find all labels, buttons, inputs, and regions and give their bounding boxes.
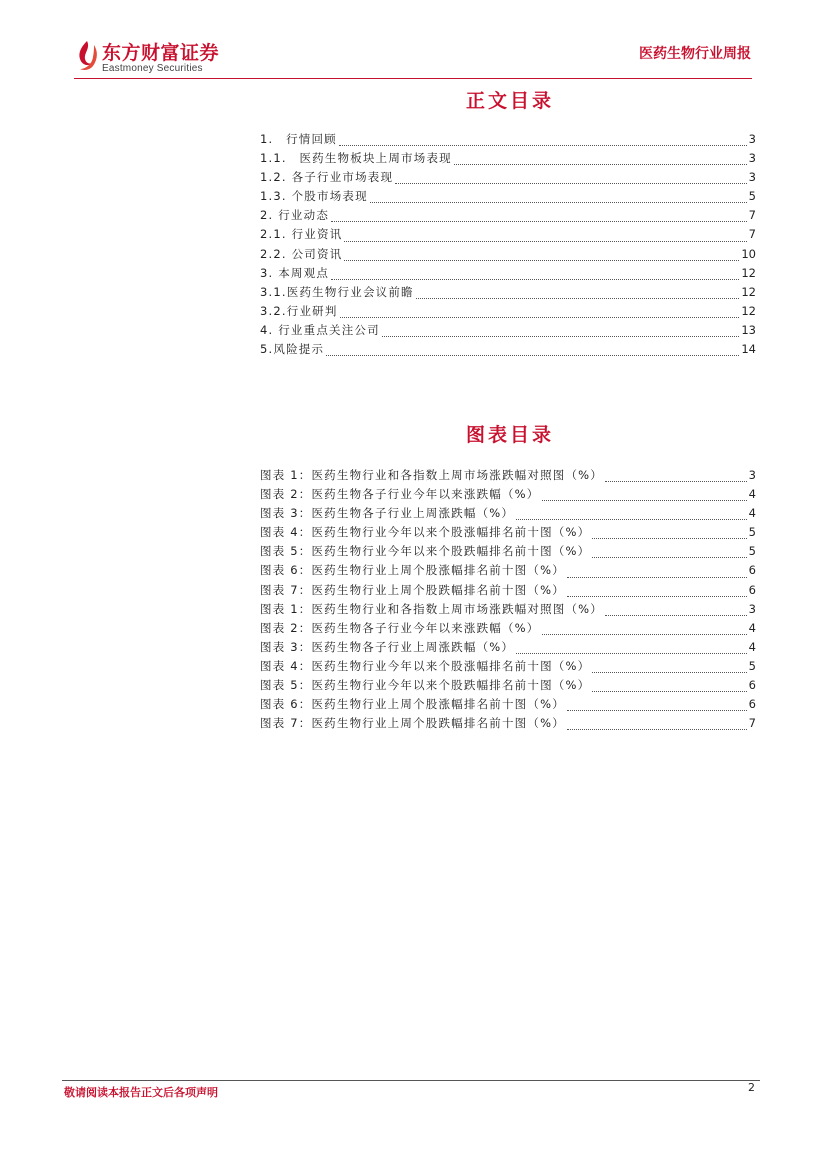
dot-leader: [382, 335, 740, 337]
figure-entry[interactable]: [260, 582, 756, 601]
toc-entry-label: 2.2. 公司资讯: [260, 246, 343, 261]
figure-entry-label: 图表 1：医药生物行业和各指数上周市场涨跌幅对照图（%）: [260, 468, 603, 482]
dot-leader: [326, 354, 739, 356]
toc-entry[interactable]: [260, 188, 756, 207]
figures-title: 图表目录: [465, 424, 554, 446]
figure-entry[interactable]: [260, 658, 756, 677]
figure-entry-label: 图表 7：医药生物行业上周个股跌幅排名前十图（%）: [260, 716, 565, 731]
footer-divider: [62, 1080, 760, 1081]
toc-entry[interactable]: [260, 246, 756, 265]
header-divider: [74, 78, 752, 79]
toc-entry-label: 1.1. 医药生物板块上周市场表现: [260, 151, 452, 166]
dot-leader: [344, 259, 739, 261]
dot-leader: [567, 576, 747, 578]
dot-leader: [592, 690, 746, 692]
toc-entry[interactable]: [260, 303, 756, 322]
toc-entry[interactable]: [260, 207, 756, 226]
dot-leader: [416, 297, 740, 299]
company-logo: [74, 38, 244, 78]
figure-entry-page: 3: [748, 601, 756, 616]
figure-entry-label: 图表 2：医药生物各子行业今年以来涨跌幅（%）: [260, 620, 540, 635]
figure-entry-page: 3: [748, 468, 756, 482]
toc-entry-label: 3.1.医药生物行业会议前瞻: [260, 284, 414, 299]
figure-entry-page: 6: [748, 582, 756, 597]
dot-leader: [344, 240, 746, 242]
toc-entry[interactable]: [260, 226, 756, 245]
toc-entry-page: 7: [748, 227, 756, 242]
dot-leader: [516, 652, 747, 654]
figure-entry[interactable]: [260, 601, 756, 620]
toc-entry-label: 2. 行业动态: [260, 208, 330, 223]
toc-entry-page: 3: [748, 132, 756, 146]
figure-entry-page: 6: [748, 563, 756, 578]
toc-entry-page: 3: [748, 170, 756, 185]
toc-entry-label: 1. 行情回顾: [260, 132, 337, 146]
figure-entry-label: 图表 5：医药生物行业今年以来个股跌幅排名前十图（%）: [260, 544, 591, 559]
toc-entry-page: 10: [741, 246, 756, 261]
toc-title: 正文目录: [465, 90, 554, 112]
figure-entry-label: 图表 6：医药生物行业上周个股涨幅排名前十图（%）: [260, 697, 565, 712]
figure-entry[interactable]: [260, 677, 756, 696]
figure-entry-label: 图表 4：医药生物行业今年以来个股涨幅排名前十图（%）: [260, 658, 591, 673]
report-type-label: 医药生物行业周报: [639, 46, 751, 62]
toc-entry-page: 3: [748, 151, 756, 166]
dot-leader: [340, 316, 740, 318]
dot-leader: [331, 220, 747, 222]
toc-entry[interactable]: [260, 131, 756, 150]
figure-entry-page: 5: [748, 658, 756, 673]
dot-leader: [331, 278, 739, 280]
figure-entry-page: 4: [748, 620, 756, 635]
figure-entry-label: 图表 3：医药生物各子行业上周涨跌幅（%）: [260, 639, 515, 654]
dot-leader: [542, 499, 747, 501]
dot-leader: [567, 595, 747, 597]
figure-entry[interactable]: [260, 505, 756, 524]
figure-entry[interactable]: [260, 696, 756, 715]
figure-entry-label: 图表 3：医药生物各子行业上周涨跌幅（%）: [260, 506, 515, 521]
figure-entry-label: 图表 4：医药生物行业今年以来个股涨幅排名前十图（%）: [260, 525, 591, 540]
dot-leader: [592, 556, 746, 558]
figure-entry[interactable]: [260, 715, 756, 734]
toc-entry-label: 4. 行业重点关注公司: [260, 322, 380, 337]
toc-entry-page: 12: [741, 284, 756, 299]
figure-entry[interactable]: [260, 620, 756, 639]
toc-entry[interactable]: [260, 150, 756, 169]
toc-entry-label: 1.3. 个股市场表现: [260, 189, 368, 204]
figure-entry-page: 6: [748, 697, 756, 712]
dot-leader: [592, 671, 746, 673]
figure-entry-page: 7: [748, 716, 756, 731]
toc-entry-page: 14: [741, 342, 756, 357]
toc-entry[interactable]: [260, 284, 756, 303]
dot-leader: [516, 518, 747, 520]
toc-entry-page: 13: [741, 322, 756, 337]
eastmoney-logo-icon: [74, 39, 100, 73]
toc-entry-label: 3. 本周观点: [260, 265, 330, 280]
figure-entry-page: 5: [748, 525, 756, 540]
dot-leader: [567, 709, 747, 711]
figure-entry[interactable]: [260, 562, 756, 581]
dot-leader: [605, 480, 747, 482]
dot-leader: [395, 182, 746, 184]
dot-leader: [339, 144, 747, 146]
figure-entry-page: 4: [748, 506, 756, 521]
toc-entry-label: 1.2. 各子行业市场表现: [260, 170, 394, 185]
figure-entry-label: 图表 5：医药生物行业今年以来个股跌幅排名前十图（%）: [260, 678, 591, 693]
toc-entry[interactable]: [260, 265, 756, 284]
logo-chinese-name: 东方财富证券: [102, 42, 220, 64]
figure-entry[interactable]: [260, 543, 756, 562]
dot-leader: [454, 163, 747, 165]
figure-entry[interactable]: [260, 524, 756, 543]
figure-entry-page: 5: [748, 544, 756, 559]
toc-entry[interactable]: [260, 341, 756, 360]
dot-leader: [592, 537, 746, 539]
toc-entry-page: 12: [741, 303, 756, 318]
figure-entry-label: 图表 7：医药生物行业上周个股跌幅排名前十图（%）: [260, 582, 565, 597]
dot-leader: [370, 201, 747, 203]
figure-entry-label: 图表 2：医药生物各子行业今年以来涨跌幅（%）: [260, 487, 540, 502]
figure-entry-label: 图表 1：医药生物行业和各指数上周市场涨跌幅对照图（%）: [260, 601, 603, 616]
dot-leader: [542, 633, 747, 635]
dot-leader: [567, 728, 747, 730]
figure-entry-page: 6: [748, 678, 756, 693]
figure-entry[interactable]: [260, 486, 756, 505]
figure-entry-page: 4: [748, 639, 756, 654]
figure-entry-page: 4: [748, 487, 756, 502]
figure-entry[interactable]: [260, 467, 756, 486]
logo-english-name: Eastmoney Securities: [102, 63, 203, 74]
figure-entry[interactable]: [260, 639, 756, 658]
toc-entry-label: 3.2.行业研判: [260, 303, 338, 318]
page-number: 2: [748, 1081, 755, 1094]
toc-entry-page: 5: [748, 189, 756, 204]
toc-entry[interactable]: [260, 322, 756, 341]
toc-entry-label: 5.风险提示: [260, 342, 325, 357]
toc-entry-page: 7: [748, 208, 756, 223]
toc-entry-page: 12: [741, 265, 756, 280]
dot-leader: [605, 614, 747, 616]
footer-disclaimer: 敬请阅读本报告正文后各项声明: [64, 1086, 218, 1099]
figure-entry-label: 图表 6：医药生物行业上周个股涨幅排名前十图（%）: [260, 563, 565, 578]
figures-list: [260, 467, 756, 734]
toc-entry-label: 2.1. 行业资讯: [260, 227, 343, 242]
toc-list: [260, 131, 756, 360]
toc-entry[interactable]: [260, 169, 756, 188]
